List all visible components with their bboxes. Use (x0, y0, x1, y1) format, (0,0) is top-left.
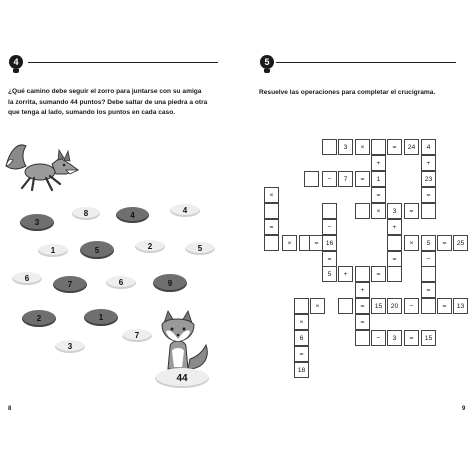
crossword-cell: 5 (421, 235, 436, 251)
crossword-cell (421, 266, 436, 282)
crossword-cell (421, 203, 436, 219)
stone (135, 240, 165, 253)
stone (55, 340, 85, 353)
stone (106, 276, 136, 289)
page-number: 8 (8, 406, 12, 412)
stone (53, 276, 87, 293)
crossword-cell: = (387, 139, 402, 155)
crossword-cell: 18 (294, 362, 309, 378)
crossword-cell: 16 (322, 235, 337, 251)
lightbulb-icon (264, 69, 270, 73)
left-page (0, 0, 234, 469)
crossword-cell: 15 (371, 298, 386, 314)
instruction-line: la zorrita, sumando 44 puntos? Debe saltar de una piedra a otra (8, 98, 208, 106)
crossword-cell: × (404, 235, 419, 251)
crossword-cell: × (282, 235, 297, 251)
stone (153, 274, 187, 292)
stone (80, 241, 114, 259)
crossword-cell: 5 (322, 266, 337, 282)
crossword-cell: 23 (421, 171, 436, 187)
crossword-cell: + (338, 266, 353, 282)
stone (22, 310, 56, 327)
crossword-cell (322, 203, 337, 219)
exercise-badge: 5 (260, 55, 274, 69)
crossword-cell: 1 (371, 171, 386, 187)
crossword-cell: = (309, 235, 324, 251)
stone (12, 272, 42, 285)
instruction-text (8, 87, 230, 119)
stone (185, 242, 215, 255)
stone (38, 244, 68, 257)
crossword-cell (371, 139, 386, 155)
crossword-cell (387, 266, 402, 282)
crossword-cell: 13 (453, 298, 468, 314)
crossword-cell: = (355, 171, 370, 187)
stone-label: 3 (34, 218, 40, 227)
page-number: 9 (462, 406, 466, 412)
stone-label: 1 (50, 246, 56, 255)
stone (116, 207, 149, 223)
stone-label: 9 (167, 278, 173, 288)
crossword-cell: − (322, 219, 337, 235)
crossword-cell: = (371, 187, 386, 203)
stone (170, 204, 200, 217)
crossword-cell: + (421, 155, 436, 171)
crossword-cell: 20 (387, 298, 402, 314)
crossword-cell: 3 (387, 203, 402, 219)
crossword-cell: − (322, 171, 337, 187)
running-fox-illustration (4, 136, 80, 196)
crossword-cell (387, 235, 402, 251)
stone (20, 214, 54, 231)
crossword-cell (355, 266, 370, 282)
crossword-cell: − (421, 251, 436, 267)
stone-label: 4 (130, 210, 135, 220)
stone-label: 7 (67, 280, 73, 289)
crossword-cell (322, 139, 337, 155)
instruction-line: que tenga al lado, sumando los puntos en cada caso. (8, 109, 176, 116)
crossword-cell (338, 298, 353, 314)
crossword-cell (355, 203, 370, 219)
crossword-cell: = (421, 282, 436, 298)
crossword-cell: = (355, 298, 370, 314)
crossword-cell: = (355, 314, 370, 330)
goal-stone (155, 368, 209, 388)
crossword-cell: − (404, 298, 419, 314)
stone-label: 5 (94, 245, 100, 255)
crossword-cell (304, 171, 319, 187)
crossword-cell: = (264, 219, 279, 235)
stone (72, 207, 100, 220)
stone (122, 329, 152, 342)
crossword-cell (355, 330, 370, 346)
crossword-cell: = (387, 251, 402, 267)
crossword-cell: + (355, 282, 370, 298)
stone-label: 6 (24, 274, 30, 283)
stone-label: 8 (83, 209, 89, 218)
crossword-cell: 7 (338, 171, 353, 187)
lightbulb-icon (13, 69, 19, 73)
stone-label: 2 (36, 314, 42, 323)
crossword-cell: × (294, 314, 309, 330)
crossword-cell: = (322, 251, 337, 267)
crossword-cell: 3 (387, 330, 402, 346)
stone-label: 3 (67, 342, 73, 351)
crossword-cell: − (371, 330, 386, 346)
stone (84, 309, 118, 326)
crossword-cell: × (264, 187, 279, 203)
stone-label: 7 (134, 331, 140, 340)
stone-label: 2 (147, 242, 153, 251)
crossword-cell: × (310, 298, 325, 314)
crossword-cell: 24 (404, 139, 419, 155)
crossword-cell: 15 (421, 330, 436, 346)
instruction-text: Resuelve las operaciones para completar el crucigrama. (259, 89, 436, 96)
exercise-badge: 4 (9, 55, 23, 69)
goal-stone-label: 44 (176, 372, 188, 384)
crossword-cell: = (437, 235, 452, 251)
sitting-fox-illustration (160, 309, 212, 375)
crossword-cell (264, 203, 279, 219)
crossword-cell: + (371, 155, 386, 171)
crossword-cell (264, 235, 279, 251)
crossword-cell: = (437, 298, 452, 314)
stone-label: 5 (197, 244, 203, 253)
right-page (234, 0, 469, 469)
crossword-cell: = (404, 203, 419, 219)
stone-label: 1 (98, 313, 104, 322)
header-rule (28, 62, 218, 63)
crossword-cell: = (371, 266, 386, 282)
crossword-cell: + (387, 219, 402, 235)
instruction-line: ¿Qué camino debe seguir el zorro para juntarse con su amiga (8, 88, 202, 95)
stone-label: 4 (182, 206, 188, 215)
crossword-cell: = (294, 346, 309, 362)
crossword-cell: 3 (338, 139, 353, 155)
crossword-cell: 4 (421, 139, 436, 155)
crossword-cell: = (421, 187, 436, 203)
crossword-cell (294, 298, 309, 314)
stone-label: 6 (118, 278, 124, 287)
crossword-cell: = (404, 330, 419, 346)
crossword-cell (421, 298, 436, 314)
crossword-cell: 25 (453, 235, 468, 251)
crossword-cell: × (355, 139, 370, 155)
header-rule (276, 62, 456, 63)
crossword-cell: 6 (294, 330, 309, 346)
crossword-cell: × (371, 203, 386, 219)
